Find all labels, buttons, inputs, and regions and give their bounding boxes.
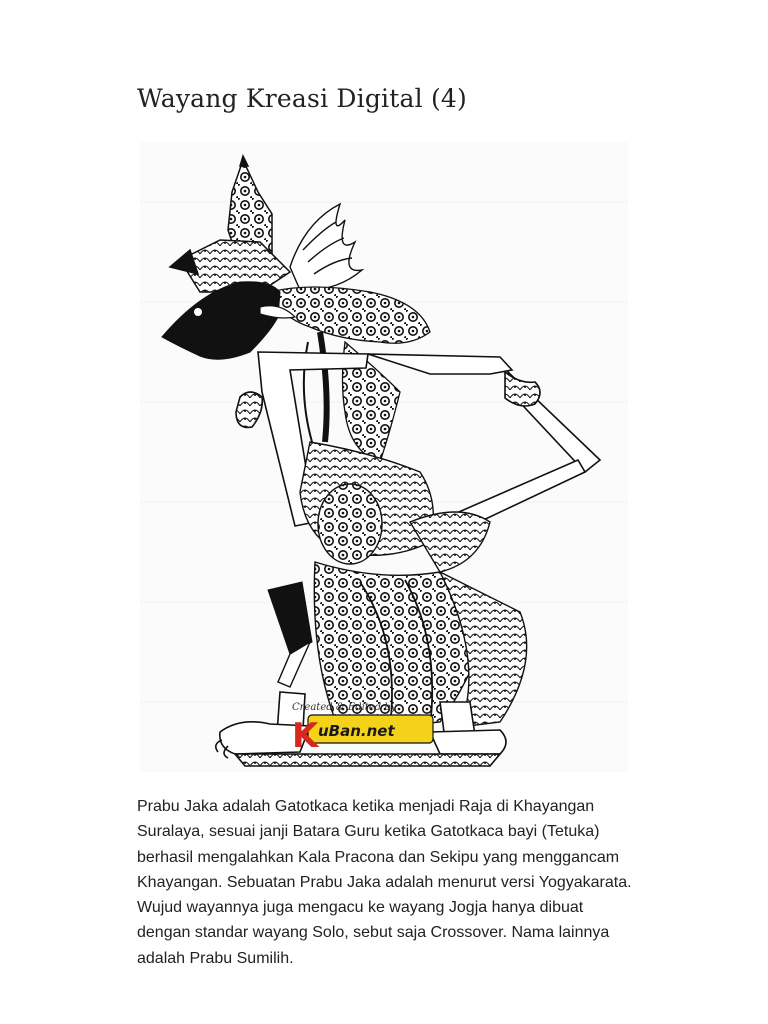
watermark-logo xyxy=(292,715,433,756)
garuda-ornament xyxy=(290,204,362,290)
page-title: Wayang Kreasi Digital (4) xyxy=(137,84,467,113)
sleeve xyxy=(268,582,312,654)
wayang-illustration xyxy=(140,142,628,772)
watermark-text: Created & Edited by xyxy=(292,702,397,713)
watermark-logo-text: uBan.net xyxy=(318,722,395,740)
crown xyxy=(170,156,290,292)
torso xyxy=(300,442,490,572)
watermark-logo-letter: K xyxy=(292,716,319,756)
face xyxy=(162,282,280,359)
article-paragraph: Prabu Jaka adalah Gatotkaca ketika menjadi Raja di Khayangan Suralaya, sesuai janji Batara Guru ketika Gatotkaca bayi (Tetuka) berhasil mengalahkan Kala Pracona dan Sekipu yang menggancam Khayangan. Sebuatan Prabu Jaka adalah menurut versi Yogyakarata. Wujud wayannya juga mengacu ke wayang Jogja hanya dibuat dengan standar wayang Solo, sebut saja Crossover. Nama lainnya adalah Prabu Sumilih. xyxy=(137,798,632,967)
